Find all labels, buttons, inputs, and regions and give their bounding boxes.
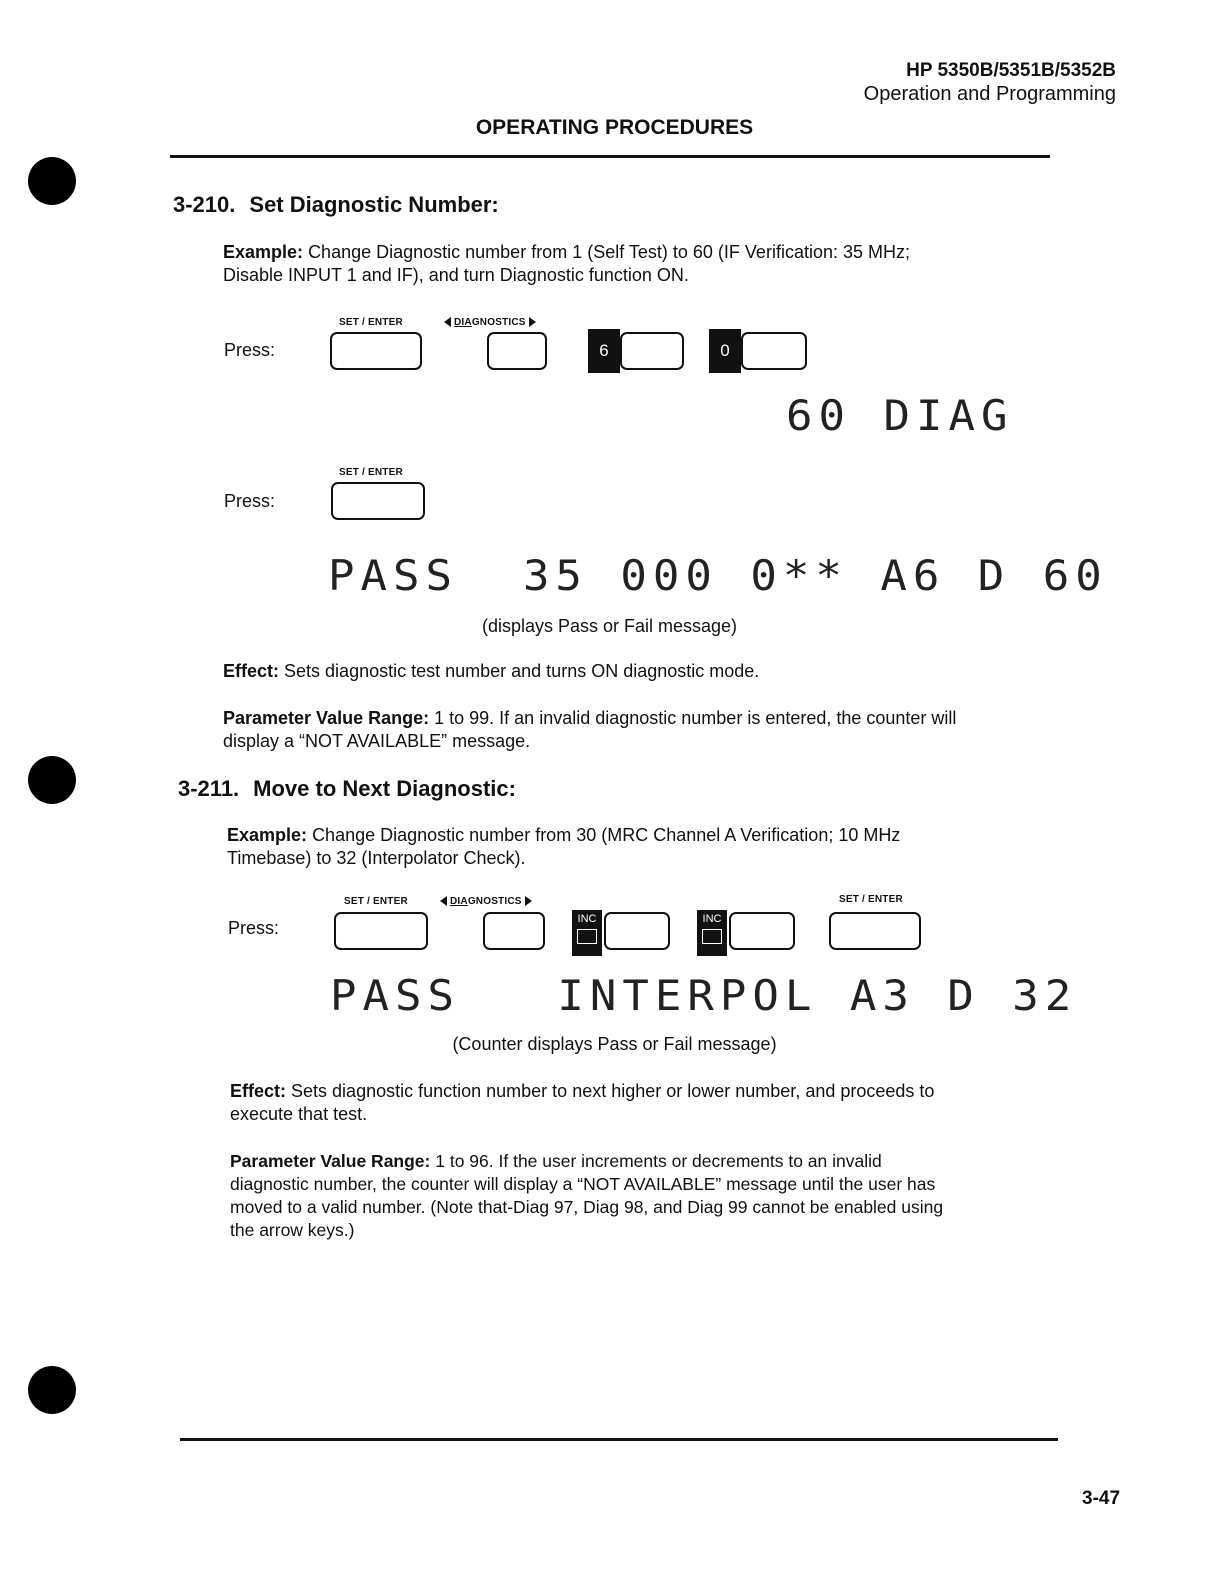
digit-0-key[interactable] [741, 332, 807, 370]
document-subtitle: Operation and Programming [863, 83, 1116, 105]
display-readout-2: PASS 35 000 0** A6 D 60 [328, 552, 1108, 601]
set-enter-key-label: SET / ENTER [339, 317, 403, 328]
effect-text: Sets diagnostic test number and turns ON diagnostic mode. [284, 661, 760, 681]
set-enter-key-label: SET / ENTER [839, 894, 903, 905]
example-label: Example: [227, 825, 308, 845]
diagnostics-key-label: DIAGNOSTICS [444, 317, 536, 328]
top-rule [170, 155, 1050, 158]
example-paragraph [227, 824, 1057, 870]
display-readout-3: PASS INTERPOL A3 D 32 [330, 972, 1078, 1021]
right-arrow-icon [577, 929, 597, 944]
range-paragraph [223, 707, 1063, 753]
set-enter-key[interactable] [829, 912, 921, 950]
example-paragraph [223, 241, 1053, 287]
right-arrow-icon [529, 317, 536, 327]
set-enter-key-label: SET / ENTER [339, 467, 403, 478]
set-enter-key[interactable] [330, 332, 422, 370]
section-title: Move to Next Diagnostic: [253, 776, 516, 801]
inc-cap-2: INC [697, 910, 727, 956]
binder-hole-1 [28, 157, 76, 205]
range-text-line2: display a “NOT AVAILABLE” message. [223, 731, 531, 751]
example-text-line1: Change Diagnostic number from 30 (MRC Channel A Verification; 10 MHz [312, 825, 901, 845]
section-heading-3-210 [173, 192, 499, 218]
right-arrow-icon [525, 896, 532, 906]
page-title: OPERATING PROCEDURES [475, 116, 754, 139]
range-text-line2: diagnostic number, the counter will display a “NOT AVAILABLE” message until the user has [230, 1174, 936, 1194]
digit-6-cap: 6 [588, 329, 620, 373]
inc-cap-1: INC [572, 910, 602, 956]
example-text-line2: Disable INPUT 1 and IF), and turn Diagnostic function ON. [223, 265, 689, 285]
document-model: HP 5350B/5351B/5352B [906, 60, 1116, 81]
effect-label: Effect: [230, 1081, 287, 1101]
display-caption: (Counter displays Pass or Fail message) [452, 1034, 777, 1054]
range-text-line1: 1 to 99. If an invalid diagnostic number is entered, the counter will [434, 708, 957, 728]
press-label: Press: [228, 918, 280, 938]
range-text-line3: moved to a valid number. (Note that-Diag 97, Diag 98, and Diag 99 cannot be enabled using [230, 1197, 944, 1217]
effect-text-line2: execute that test. [230, 1104, 368, 1124]
press-label: Press: [224, 491, 276, 511]
binder-hole-2 [28, 756, 76, 804]
section-number: 3-211. [178, 776, 240, 801]
section-number: 3-210. [173, 192, 236, 217]
effect-label: Effect: [223, 661, 280, 681]
effect-paragraph [230, 1080, 1060, 1126]
section-heading-3-211 [178, 776, 516, 802]
range-text-line4: the arrow keys.) [230, 1220, 355, 1240]
set-enter-key[interactable] [331, 482, 425, 520]
section-title: Set Diagnostic Number: [249, 192, 499, 217]
digit-6-key[interactable] [620, 332, 684, 370]
left-arrow-icon [444, 317, 451, 327]
example-text-line2: Timebase) to 32 (Interpolator Check). [227, 848, 526, 868]
set-enter-key[interactable] [334, 912, 428, 950]
example-text-line1: Change Diagnostic number from 1 (Self Test) to 60 (IF Verification: 35 MHz; [308, 242, 910, 262]
bottom-rule [180, 1438, 1058, 1441]
display-caption: (displays Pass or Fail message) [481, 616, 738, 636]
right-arrow-icon [702, 929, 722, 944]
example-label: Example: [223, 242, 304, 262]
range-text-line1: 1 to 96. If the user increments or decrements to an invalid [435, 1151, 882, 1171]
display-readout-1: 60 DIAG [786, 392, 1014, 441]
range-paragraph [230, 1150, 1060, 1242]
press-label: Press: [224, 340, 276, 360]
range-label: Parameter Value Range: [230, 1151, 431, 1171]
effect-paragraph [223, 660, 1063, 683]
range-label: Parameter Value Range: [223, 708, 430, 728]
page-number: 3-47 [1082, 1488, 1121, 1509]
set-enter-key-label: SET / ENTER [344, 896, 408, 907]
binder-hole-3 [28, 1366, 76, 1414]
inc-key-2[interactable] [729, 912, 795, 950]
diagnostics-key[interactable] [483, 912, 545, 950]
diagnostics-key-label: DIAGNOSTICS [440, 896, 532, 907]
digit-0-cap: 0 [709, 329, 741, 373]
effect-text-line1: Sets diagnostic function number to next higher or lower number, and proceeds to [291, 1081, 935, 1101]
inc-key-1[interactable] [604, 912, 670, 950]
diagnostics-key[interactable] [487, 332, 547, 370]
left-arrow-icon [440, 896, 447, 906]
